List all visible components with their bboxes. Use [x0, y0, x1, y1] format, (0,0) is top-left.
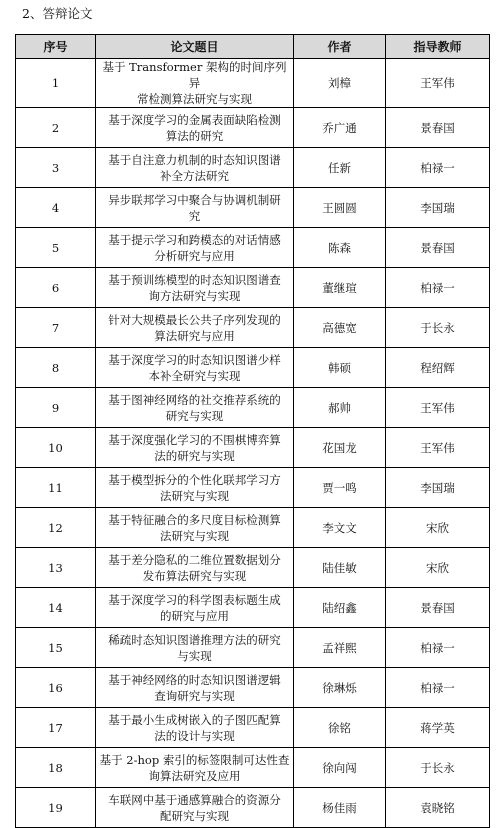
advisor-cell: 柏禄一	[386, 628, 490, 668]
table-row	[16, 548, 490, 588]
table-row	[16, 628, 490, 668]
table-row	[16, 188, 490, 228]
thesis-title-line: 基于提示学习和跨模态的对话情感	[108, 232, 281, 247]
thesis-title-cell	[96, 628, 294, 668]
table-row	[16, 708, 490, 748]
thesis-title-line: 发布算法研究与实现	[142, 568, 247, 583]
thesis-title-cell	[96, 388, 294, 428]
thesis-title-cell	[96, 59, 294, 108]
thesis-title-line: 的研究与应用	[160, 608, 229, 623]
thesis-title-cell	[96, 268, 294, 308]
advisor-cell: 王军伟	[386, 388, 490, 428]
thesis-title-cell	[96, 548, 294, 588]
row-number: 17	[16, 708, 96, 748]
thesis-title-cell	[96, 668, 294, 708]
author-cell: 孟祥熙	[294, 628, 386, 668]
advisor-cell: 宋欣	[386, 508, 490, 548]
thesis-title-cell	[96, 788, 294, 828]
author-cell: 刘樟	[294, 59, 386, 108]
advisor-cell: 柏禄一	[386, 268, 490, 308]
thesis-title-cell	[96, 188, 294, 228]
table-row	[16, 468, 490, 508]
advisor-cell: 王军伟	[386, 59, 490, 108]
author-cell: 韩硕	[294, 348, 386, 388]
thesis-title-line: 基于模型拆分的个性化联邦学习方	[108, 472, 281, 487]
row-number: 2	[16, 108, 96, 148]
thesis-title-line: 基于自注意力机制的时态知识图谱	[108, 152, 281, 167]
thesis-title-line: 基于特征融合的多尺度目标检测算	[108, 512, 281, 527]
thesis-title-line: 稀疏时态知识图谱推理方法的研究	[108, 632, 281, 647]
advisor-cell: 柏禄一	[386, 668, 490, 708]
author-cell: 徐向闯	[294, 748, 386, 788]
author-cell: 贾一鸣	[294, 468, 386, 508]
thesis-title-line: 补全方法研究	[160, 168, 229, 183]
table-row	[16, 268, 490, 308]
table-row	[16, 788, 490, 828]
thesis-title-cell	[96, 708, 294, 748]
advisor-cell: 宋欣	[386, 548, 490, 588]
thesis-title-line: 基于深度强化学习的不围棋博弈算	[108, 432, 281, 447]
advisor-cell: 于长永	[386, 308, 490, 348]
thesis-title-line: 研究与实现	[165, 408, 224, 423]
row-number: 19	[16, 788, 96, 828]
thesis-table	[15, 34, 490, 828]
thesis-title-cell	[96, 468, 294, 508]
author-cell: 陆佳敏	[294, 548, 386, 588]
author-cell: 李文文	[294, 508, 386, 548]
thesis-title-cell	[96, 148, 294, 188]
thesis-title-line: 基于 2-hop 索引的标签限制可达性查	[99, 752, 290, 767]
row-number: 7	[16, 308, 96, 348]
advisor-cell: 袁晓铭	[386, 788, 490, 828]
advisor-cell: 程绍辉	[386, 348, 490, 388]
thesis-title-cell	[96, 428, 294, 468]
row-number: 14	[16, 588, 96, 628]
row-number: 13	[16, 548, 96, 588]
table-header-row	[16, 35, 490, 59]
thesis-title-line: 询算法研究及应用	[148, 768, 241, 783]
advisor-cell: 王军伟	[386, 428, 490, 468]
thesis-title-line: 法的设计与实现	[154, 728, 235, 743]
thesis-title-line: 常检测算法研究与实现	[137, 92, 252, 106]
table-row	[16, 748, 490, 788]
thesis-title-line: 询方法研究与实现	[148, 288, 241, 303]
thesis-title-line: 基于深度学习的时态知识图谱少样	[108, 352, 281, 367]
row-number: 18	[16, 748, 96, 788]
author-cell: 徐铭	[294, 708, 386, 748]
row-number: 1	[16, 59, 96, 108]
advisor-cell: 景春国	[386, 228, 490, 268]
table-row	[16, 228, 490, 268]
thesis-title-line: 算法研究与应用	[154, 328, 235, 343]
table-row	[16, 428, 490, 468]
author-cell: 王圆圆	[294, 188, 386, 228]
thesis-title-line: 车联网中基于通感算融合的资源分	[108, 792, 281, 807]
thesis-title-line: 究	[188, 208, 201, 223]
thesis-title-line: 本补全研究与实现	[148, 368, 241, 383]
row-number: 9	[16, 388, 96, 428]
thesis-title-line: 与实现	[177, 648, 212, 663]
table-body	[16, 59, 490, 828]
advisor-cell: 于长永	[386, 748, 490, 788]
table-row	[16, 388, 490, 428]
author-cell: 任新	[294, 148, 386, 188]
table-row	[16, 308, 490, 348]
thesis-title-cell	[96, 748, 294, 788]
advisor-cell: 景春国	[386, 588, 490, 628]
header-advisor: 指导教师	[386, 35, 490, 59]
row-number: 15	[16, 628, 96, 668]
thesis-title-cell	[96, 308, 294, 348]
advisor-cell: 李国瑞	[386, 188, 490, 228]
table-row	[16, 348, 490, 388]
author-cell: 花国龙	[294, 428, 386, 468]
row-number: 4	[16, 188, 96, 228]
row-number: 11	[16, 468, 96, 508]
row-number: 3	[16, 148, 96, 188]
thesis-title-line: 分析研究与应用	[154, 248, 235, 263]
thesis-title-line: 异步联邦学习中聚合与协调机制研	[108, 192, 281, 207]
thesis-title-cell	[96, 588, 294, 628]
header-title: 论文题目	[96, 35, 294, 59]
thesis-title-cell	[96, 228, 294, 268]
author-cell: 郝帅	[294, 388, 386, 428]
thesis-title-line: 查询研究与实现	[154, 688, 235, 703]
header-number: 序号	[16, 35, 96, 59]
table-row	[16, 588, 490, 628]
thesis-title-line: 基于深度学习的科学图表标题生成	[108, 592, 281, 607]
thesis-title-line: 基于深度学习的金属表面缺陷检测	[108, 112, 281, 127]
thesis-title-line: 基于图神经网络的社交推荐系统的	[108, 392, 281, 407]
thesis-title-line: 基于预训练模型的时态知识图谱查	[108, 272, 281, 287]
author-cell: 陆绍鑫	[294, 588, 386, 628]
thesis-title-line: 基于神经网络的时态知识图谱逻辑	[108, 672, 281, 687]
thesis-title-line: 算法的研究	[165, 128, 224, 143]
thesis-title-cell	[96, 508, 294, 548]
advisor-cell: 蒋学英	[386, 708, 490, 748]
advisor-cell: 柏禄一	[386, 148, 490, 188]
row-number: 5	[16, 228, 96, 268]
author-cell: 徐琳烁	[294, 668, 386, 708]
row-number: 12	[16, 508, 96, 548]
author-cell: 杨佳雨	[294, 788, 386, 828]
thesis-title-line: 基于差分隐私的二维位置数据划分	[108, 552, 281, 567]
row-number: 10	[16, 428, 96, 468]
row-number: 6	[16, 268, 96, 308]
row-number: 16	[16, 668, 96, 708]
author-cell: 董继瑄	[294, 268, 386, 308]
thesis-title-line: 基于最小生成树嵌入的子图匹配算	[108, 712, 281, 727]
advisor-cell: 景春国	[386, 108, 490, 148]
section-title: 2、答辩论文	[22, 6, 93, 21]
thesis-title-line: 针对大规模最长公共子序列发现的	[108, 312, 281, 327]
thesis-title-cell	[96, 348, 294, 388]
thesis-title-line: 基于 Transformer 架构的时间序列异	[102, 60, 287, 90]
table-row	[16, 508, 490, 548]
thesis-title-cell	[96, 108, 294, 148]
thesis-title-line: 法研究与实现	[160, 528, 229, 543]
author-cell: 高德宽	[294, 308, 386, 348]
advisor-cell: 李国瑞	[386, 468, 490, 508]
table-row	[16, 59, 490, 108]
table-row	[16, 108, 490, 148]
thesis-title-line: 法的研究与实现	[154, 448, 235, 463]
author-cell: 乔广通	[294, 108, 386, 148]
table-row	[16, 668, 490, 708]
thesis-title-line: 配研究与实现	[160, 808, 229, 823]
table-row	[16, 148, 490, 188]
author-cell: 陈森	[294, 228, 386, 268]
header-author: 作者	[294, 35, 386, 59]
row-number: 8	[16, 348, 96, 388]
thesis-title-line: 法研究与实现	[160, 488, 229, 503]
